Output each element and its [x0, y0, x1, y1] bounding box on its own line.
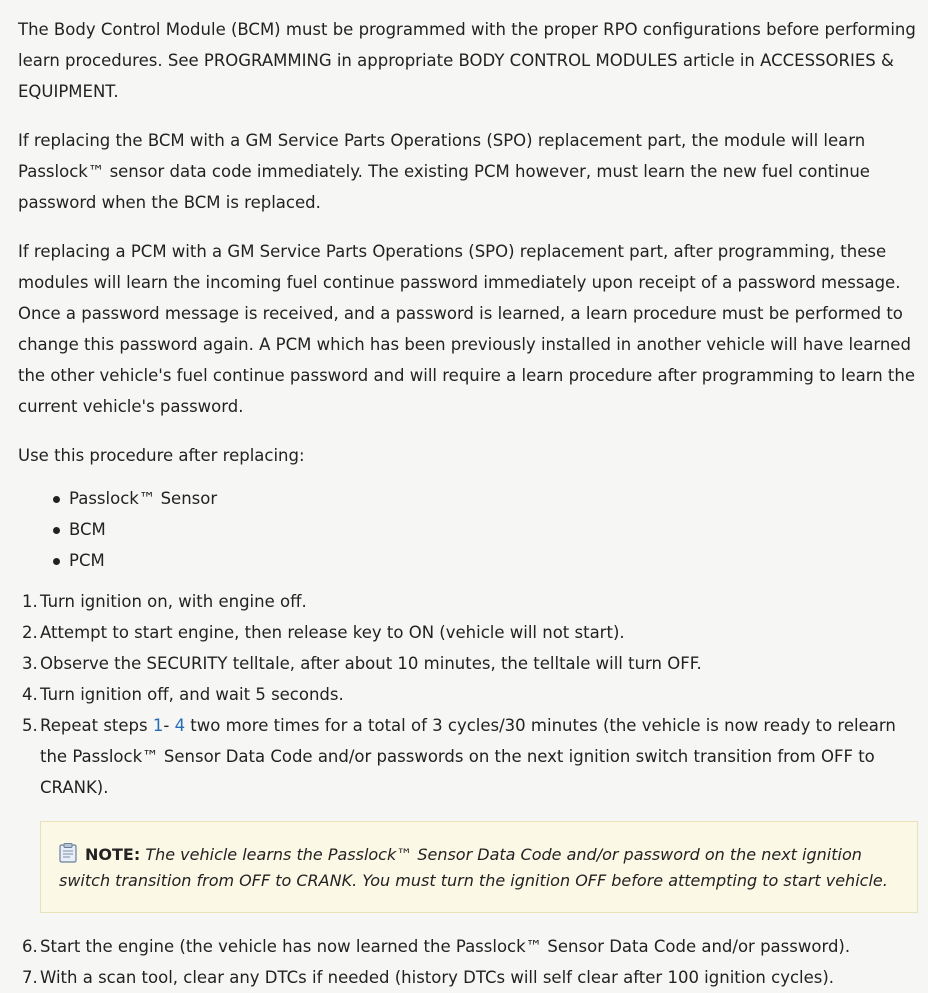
note-label: NOTE: [85, 845, 141, 864]
procedure-steps [18, 586, 918, 803]
step-text: Attempt to start engine, then release key to ON (vehicle will not start). [40, 623, 625, 642]
step-text: With a scan tool, clear any DTCs if needed (history DTCs will self clear after 100 ignition cycles). [40, 968, 835, 987]
step-number: 2. [22, 623, 38, 642]
step-text-suffix: two more times for a total of 3 cycles/30 minutes (the vehicle is now ready to relearn the Passlock™ Sensor Data Code and/or passwords on the next ignition switch transition from OFF to CRANK). [40, 716, 896, 797]
step-text: Turn ignition on, with engine off. [40, 592, 307, 611]
paragraph-bcm-replacement: If replacing the BCM with a GM Service Parts Operations (SPO) replacement part, the module will learn Passlock™ sensor data code immediately. The existing PCM however, must learn the new fuel continue password when the BCM is replaced. [18, 131, 870, 212]
step-link-1[interactable]: 1 [152, 716, 164, 735]
step-number: 6. [22, 937, 38, 956]
step-5 [18, 710, 918, 803]
step-7 [18, 962, 918, 993]
procedure-steps-continued [18, 931, 918, 993]
step-text: Observe the SECURITY telltale, after about 10 minutes, the telltale will turn OFF. [40, 654, 702, 673]
step-1 [18, 586, 918, 617]
step-2 [18, 617, 918, 648]
step-number: 1. [22, 592, 38, 611]
clipboard-icon [59, 843, 77, 863]
step-number: 4. [22, 685, 38, 704]
step-text: Start the engine (the vehicle has now learned the Passlock™ Sensor Data Code and/or password). [40, 937, 851, 956]
step-range-dash: - [163, 716, 175, 735]
step-text-prefix: Repeat steps [40, 716, 153, 735]
step-4 [18, 679, 918, 710]
paragraph-pcm-replacement: If replacing a PCM with a GM Service Parts Operations (SPO) replacement part, after programming, these modules will learn the incoming fuel continue password immediately upon receipt of a password message. Once a password message is received, and a password is learned, a learn procedure must be performed to change this password again. A PCM which has been previously installed in another vehicle will have learned the other vehicle's fuel continue password and will require a learn procedure after programming to learn the current vehicle's password. [18, 242, 916, 416]
step-link-4[interactable]: 4 [174, 716, 186, 735]
step-number: 5. [22, 716, 38, 735]
list-item: PCM [69, 545, 918, 576]
list-item: BCM [69, 514, 918, 545]
paragraph-bcm-programming: The Body Control Module (BCM) must be programmed with the proper RPO configurations before performing learn procedures. See PROGRAMMING in appropriate BODY CONTROL MODULES article in ACCESSORIES & EQUIPMENT. [18, 20, 916, 101]
step-number: 3. [22, 654, 38, 673]
paragraph-use-procedure: Use this procedure after replacing: [18, 446, 305, 465]
step-6 [18, 931, 918, 962]
step-text: Turn ignition off, and wait 5 seconds. [40, 685, 344, 704]
replaced-parts-list [18, 483, 918, 576]
step-3 [18, 648, 918, 679]
document-body [18, 14, 918, 993]
step-number: 7. [22, 968, 38, 987]
note-box [40, 821, 918, 913]
list-item: Passlock™ Sensor [69, 483, 918, 514]
note-text: The vehicle learns the Passlock™ Sensor Data Code and/or password on the next ignition switch transition from OFF to CRANK. You must turn the ignition OFF before attempting to start vehicle. [59, 845, 888, 890]
